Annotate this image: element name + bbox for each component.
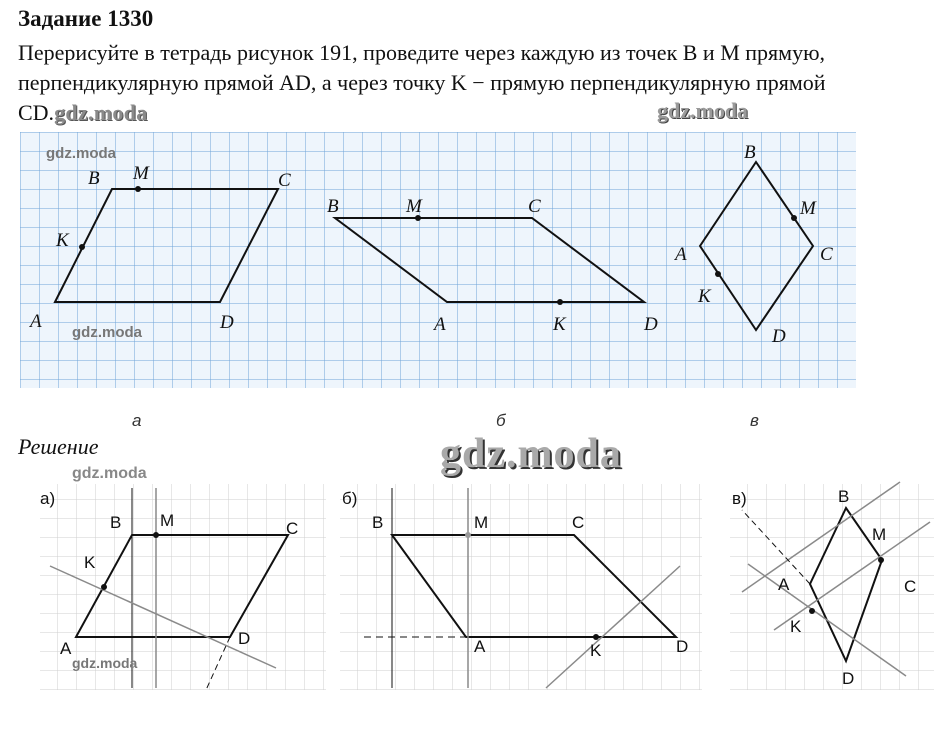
point-m xyxy=(153,532,159,538)
label-a: A xyxy=(675,244,687,265)
label-c: C xyxy=(572,513,585,532)
label-d: D xyxy=(676,637,689,656)
label-m: M xyxy=(406,196,422,217)
watermark-fig-2: gdz.moda xyxy=(72,324,142,341)
label-m: M xyxy=(160,511,175,530)
label-k: K xyxy=(590,641,602,660)
watermark-sol-1: gdz.moda xyxy=(72,465,147,482)
label-a: A xyxy=(60,639,72,658)
watermark-big: gdz.moda xyxy=(440,431,622,477)
solution-a xyxy=(38,465,328,694)
caption-b: б xyxy=(496,411,506,430)
watermark-fig-1: gdz.moda xyxy=(46,145,116,162)
label-d: D xyxy=(644,314,658,335)
label-c: C xyxy=(904,577,917,596)
label-d: D xyxy=(842,669,855,688)
label-b: B xyxy=(327,196,339,217)
figure-191 xyxy=(20,132,858,432)
label-d: D xyxy=(772,326,786,347)
label-c: C xyxy=(528,196,541,217)
label-m: M xyxy=(800,198,816,219)
solution-b xyxy=(338,480,706,694)
point-k xyxy=(79,244,85,250)
page-title: Задание 1330 xyxy=(18,6,154,31)
label-k: K xyxy=(698,286,711,307)
point-k xyxy=(593,634,599,640)
caption-a: а xyxy=(132,411,142,430)
point-m xyxy=(878,557,884,563)
label-m: M xyxy=(872,525,887,544)
point-m xyxy=(465,532,471,538)
label-b: B xyxy=(744,142,756,163)
label-b: B xyxy=(372,513,384,532)
label-a: A xyxy=(434,314,446,335)
label-k: K xyxy=(84,553,96,572)
task-statement xyxy=(18,38,923,128)
solution-c xyxy=(728,480,936,694)
point-k xyxy=(101,584,107,590)
label-d: D xyxy=(238,629,251,648)
label-d: D xyxy=(220,312,234,333)
solution-tag: а) xyxy=(40,489,56,508)
label-k: K xyxy=(790,617,802,636)
label-a: A xyxy=(474,637,486,656)
point-k xyxy=(557,299,563,305)
point-m xyxy=(135,186,141,192)
label-b: B xyxy=(838,487,850,506)
label-k: K xyxy=(56,230,69,251)
point-k xyxy=(809,608,815,614)
label-c: C xyxy=(278,170,291,191)
watermark-top: gdz.moda xyxy=(657,98,749,123)
point-m xyxy=(791,215,797,221)
label-m: M xyxy=(474,513,489,532)
caption-c: в xyxy=(750,411,759,430)
label-b: B xyxy=(110,513,122,532)
solution-tag: б) xyxy=(342,489,358,508)
solution-heading: Решение xyxy=(18,434,99,459)
point-k xyxy=(715,271,721,277)
label-a: A xyxy=(778,575,790,594)
watermark-sol-2: gdz.moda xyxy=(72,655,138,671)
label-c: C xyxy=(286,519,299,538)
solution-tag: в) xyxy=(732,489,747,508)
label-c: C xyxy=(820,244,833,265)
watermark-inline: gdz.moda xyxy=(54,100,148,125)
label-b: B xyxy=(88,168,100,189)
task-text: Перерисуйте в тетрадь рисунок 191, проведите через каждую из точек B и M прямую, перпендикулярную прямой AD, а через точку K − прямую перпендикулярную прямой CD. xyxy=(18,40,826,125)
label-a: A xyxy=(30,311,42,332)
label-k: K xyxy=(553,314,566,335)
label-m: M xyxy=(133,163,149,184)
